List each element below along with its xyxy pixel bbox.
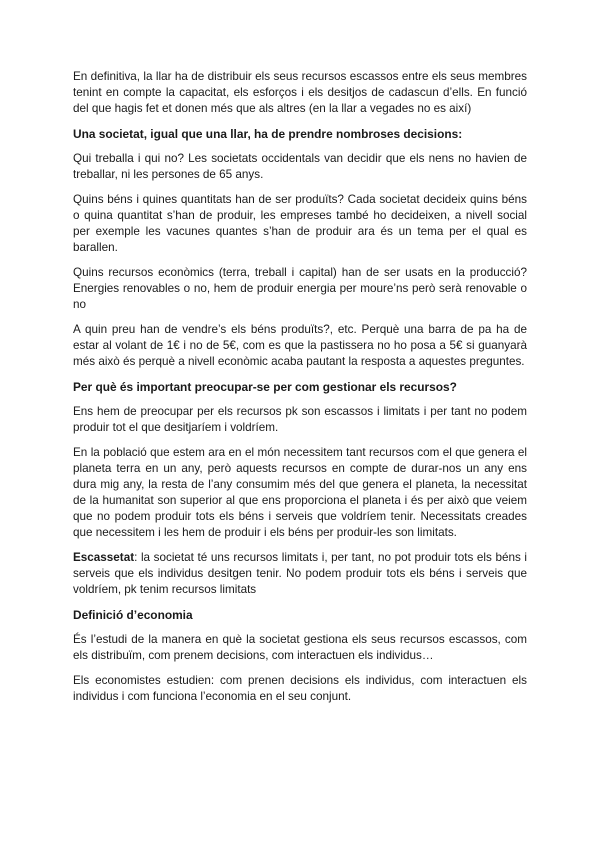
paragraph-economy-study: És l’estudi de la manera en què la societat gestiona els seus recursos escassos, com els distribuïm, com prenem decisions, com interactuen els individus…: [73, 633, 527, 662]
scarcity-definition-text: : la societat té uns recursos limitats i, per tant, no pot produir tots els béns i serveis que els individus desitgen tenir. No podem produir tots els béns i serveis que voldríem, pk tenim recursos limitats: [73, 551, 527, 596]
paragraph-household-distribution: En definitiva, la llar ha de distribuir els seus recursos escassos entre els seus membres tenint en compte la capacitat, els esforços i els desitjos de cadascun d’ells. En funció del que hagis fet et donen més que als altres (en la llar a vegades no es així): [73, 70, 527, 115]
document-page: [73, 69, 527, 714]
paragraph-scarce-limited: Ens hem de preocupar per els recursos pk son escassos i limitats i per tant no podem produir tot el que desitjaríem i voldríem.: [73, 405, 527, 434]
heading-society-decisions: Una societat, igual que una llar, ha de prendre nombroses decisions:: [73, 127, 463, 141]
heading-why-manage-resources: Per què és important preocupar-se per com gestionar els recursos?: [73, 380, 457, 394]
paragraph-economists-study: Els economistes estudien: com prenen decisions els individus, com interactuen els individus i com funciona l’economia en el seu conjunt.: [73, 674, 527, 703]
heading-economy-definition: Definició d’economia: [73, 608, 193, 622]
paragraph-who-works: Qui treballa i qui no? Les societats occidentals van decidir que els nens no havien de treballar, ni les persones de 65 anys.: [73, 152, 527, 181]
paragraph-world-population: En la població que estem ara en el món necessitem tant recursos com el que genera el planeta terra en un any, però aquests recursos en compte de durar-nos un any ens dura mig any, la resta de l’any consumim més del que genera el planeta, la necessitat de la humanitat son superior al que ens proporciona el planeta i és per això que veiem que no podem produir tots els béns i serveis que voldríem tenir. Necessitats creades que necessitem i les hem de produir i els béns per produir-les son limitats.: [73, 446, 527, 539]
term-scarcity: Escassetat: [73, 551, 135, 564]
paragraph-scarcity-definition: [73, 550, 527, 598]
paragraph-which-goods: Quins béns i quines quantitats han de ser produïts? Cada societat decideix quins béns o quina quantitat s’han de produir, les empreses també ho decideixen, a nivell social per exemple les vacunes quantes s’han de produir ara és un tema per el qual es barallen.: [73, 193, 527, 254]
paragraph-price: A quin preu han de vendre’s els béns produïts?, etc. Perquè una barra de pa ha de estar al volant de 1€ i no de 5€, com es que la pastissera no ho posa a 5€ si guanyarà més això és perquè a nivell econòmic acaba pautant la resposta a aquestes preguntes.: [73, 323, 527, 368]
paragraph-which-resources: Quins recursos econòmics (terra, treball i capital) han de ser usats en la producció? Energies renovables o no, hem de produir energia per moure’ns però serà renovable o no: [73, 266, 527, 311]
